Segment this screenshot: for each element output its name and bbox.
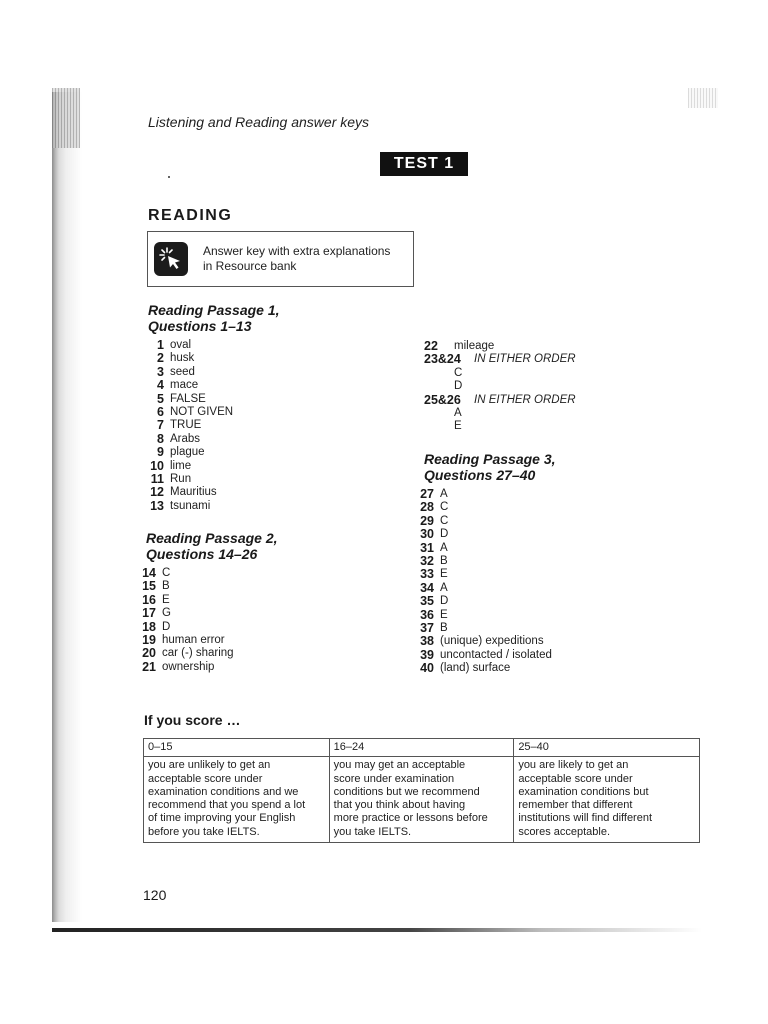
score-range-high: 25–40 (514, 739, 700, 757)
resource-bank-text (203, 244, 390, 274)
answer-number: 7 (157, 418, 164, 433)
answer-row (412, 568, 552, 581)
answer-note: IN EITHER ORDER (474, 393, 576, 406)
score-range-mid: 16–24 (329, 739, 514, 757)
answer-row (142, 433, 233, 446)
answer-number: 36 (420, 607, 434, 622)
answer-row (412, 501, 552, 514)
answer-value: tsunami (170, 499, 211, 512)
page-number: 120 (143, 887, 167, 903)
answer-value: husk (170, 352, 195, 365)
cursor-click-icon (154, 242, 188, 276)
answer-number: 19 (142, 632, 156, 647)
answer-value: C (440, 501, 449, 514)
advice-line: institutions will find different (518, 812, 653, 825)
passage-1-answers (142, 339, 233, 513)
answer-number: 23&24 (424, 352, 461, 367)
page-bottom-rule (52, 928, 702, 932)
scan-shadow-left (52, 92, 82, 922)
answer-number: 8 (157, 431, 164, 446)
answer-value: NOT GIVEN (170, 405, 234, 418)
answer-number: 4 (157, 378, 164, 393)
answer-row (142, 406, 233, 419)
answer-value: human error (162, 633, 225, 646)
advice-line: you may get an acceptable (333, 759, 466, 772)
answer-number: 25&26 (424, 392, 461, 407)
answer-row (134, 607, 234, 620)
answer-value: FALSE (170, 392, 206, 405)
answer-number: 3 (157, 364, 164, 379)
answer-number: 31 (420, 540, 434, 555)
answer-row (412, 635, 552, 648)
answer-number: 35 (420, 594, 434, 609)
answer-number: 11 (150, 471, 164, 486)
answer-value: lime (170, 459, 192, 472)
resource-line-1: Answer key with extra explanations (203, 244, 391, 258)
advice-line: recommend that you spend a lot (148, 799, 306, 812)
answer-value: B (440, 621, 448, 634)
answer-row (412, 595, 552, 608)
answer-value: A (440, 581, 448, 594)
score-table (143, 738, 700, 843)
answer-row (142, 460, 233, 473)
answer-value: uncontacted / isolated (440, 648, 552, 661)
answer-value: oval (170, 339, 192, 351)
advice-line: of time improving your English (148, 812, 296, 825)
answer-value: D (440, 528, 449, 541)
advice-line: conditions but we recommend (333, 785, 480, 798)
passage-3-heading (424, 451, 556, 483)
answer-row (142, 339, 233, 352)
answer-row (412, 515, 552, 528)
answer-number: 17 (142, 606, 156, 621)
passage-3-heading-line2: Questions 27–40 (424, 467, 536, 483)
answer-row (424, 420, 576, 433)
advice-line: more practice or lessons before (333, 812, 488, 825)
answer-row (412, 488, 552, 501)
answer-row (424, 367, 576, 380)
answer-row (424, 353, 576, 366)
answer-row (142, 352, 233, 365)
answer-number: 20 (142, 646, 156, 661)
answer-value: B (440, 554, 448, 567)
score-advice-high (514, 757, 700, 843)
answer-value: E (440, 608, 448, 621)
answer-number: 12 (150, 485, 164, 500)
score-range-low: 0–15 (144, 739, 330, 757)
answer-row (412, 609, 552, 622)
passage-3-heading-line1: Reading Passage 3, (424, 451, 556, 467)
answer-value: seed (170, 365, 195, 378)
answer-row (142, 446, 233, 459)
advice-line: examination conditions but (518, 785, 649, 798)
answer-number: 14 (142, 566, 156, 580)
answer-value: mileage (454, 340, 495, 352)
answer-row (142, 366, 233, 379)
answer-row (424, 394, 576, 407)
advice-line: remember that different (518, 799, 633, 812)
answer-number: 39 (420, 647, 434, 662)
advice-line: acceptable score under (148, 772, 263, 785)
answer-row (424, 407, 576, 420)
answer-number: 22 (424, 339, 438, 353)
scan-noise-left (52, 88, 80, 148)
answer-value: (unique) expeditions (440, 635, 544, 648)
page-header-title: Listening and Reading answer keys (148, 114, 370, 130)
answer-row (134, 567, 234, 580)
answer-value: ownership (162, 660, 215, 673)
resource-line-2: in Resource bank (203, 259, 297, 273)
answer-number: 37 (420, 620, 434, 635)
answer-value: TRUE (170, 419, 202, 432)
answer-row (412, 622, 552, 635)
answer-number: 21 (142, 659, 156, 674)
passage-1-heading (148, 302, 280, 334)
answer-number: 28 (420, 500, 434, 515)
answer-row (412, 542, 552, 555)
answer-number: 27 (420, 487, 434, 501)
advice-line: examination conditions and we (148, 785, 299, 798)
answer-row (134, 621, 234, 634)
answer-number: 16 (142, 592, 156, 607)
answer-row (142, 393, 233, 406)
answer-row (142, 486, 233, 499)
answer-value: C (440, 514, 449, 527)
answer-value: G (162, 607, 171, 620)
answer-value: B (162, 580, 170, 593)
answer-number: 15 (142, 579, 156, 594)
advice-line: before you take IELTS. (148, 825, 260, 838)
answer-value: C (162, 567, 171, 579)
answer-number: 30 (420, 527, 434, 542)
answer-value: plague (170, 446, 205, 459)
passage-1-heading-line1: Reading Passage 1, (148, 302, 280, 318)
passage-3-answers (412, 488, 552, 675)
answer-number: 2 (157, 351, 164, 366)
passage-2-heading-line1: Reading Passage 2, (146, 530, 278, 546)
section-title: READING (148, 207, 233, 224)
answer-number: 29 (420, 513, 434, 528)
answer-row (142, 500, 233, 513)
advice-line: that you think about having (333, 799, 466, 812)
advice-line: you are unlikely to get an (148, 759, 271, 772)
answer-value: E (162, 593, 170, 606)
advice-line: acceptable score under (518, 772, 633, 785)
scan-speck (168, 176, 170, 178)
answer-number: 13 (150, 498, 164, 513)
answer-row (134, 647, 234, 660)
answer-number: 1 (157, 338, 164, 352)
answer-value: C (454, 366, 463, 379)
answer-number: 10 (150, 458, 164, 473)
answer-row (134, 580, 234, 593)
answer-value: Arabs (170, 432, 201, 445)
answer-row (412, 649, 552, 662)
answer-row (424, 340, 576, 353)
score-range-row (144, 739, 700, 757)
passage-1-heading-line2: Questions 1–13 (148, 318, 252, 334)
score-advice-row (144, 757, 700, 843)
answer-row (412, 662, 552, 675)
answer-row (412, 528, 552, 541)
test-badge: TEST 1 (380, 152, 468, 176)
answer-value: (land) surface (440, 662, 511, 675)
passage-2-answers (134, 567, 234, 674)
answer-row (142, 473, 233, 486)
answer-value: A (454, 406, 462, 419)
answer-number: 32 (420, 553, 434, 568)
answer-number: 34 (420, 580, 434, 595)
answer-row (134, 661, 234, 674)
answer-row (412, 555, 552, 568)
answer-value: mace (170, 379, 199, 392)
answer-number: 33 (420, 567, 434, 582)
answer-value: D (440, 595, 449, 608)
score-advice-low (144, 757, 330, 843)
answer-number: 6 (157, 404, 164, 419)
scan-noise-right (688, 88, 718, 108)
advice-line: you take IELTS. (333, 825, 412, 838)
answer-row (142, 379, 233, 392)
passage-2-answers-continued (424, 340, 576, 434)
answer-number: 40 (420, 661, 434, 676)
answer-value: Mauritius (170, 486, 217, 499)
answer-row (134, 594, 234, 607)
answer-number: 9 (157, 445, 164, 460)
answer-value: E (454, 420, 462, 433)
answer-row (134, 634, 234, 647)
answer-row (412, 582, 552, 595)
answer-number: 5 (157, 391, 164, 406)
answer-value: D (454, 380, 463, 393)
answer-row (142, 419, 233, 432)
answer-value: car (-) sharing (162, 647, 234, 660)
answer-value: D (162, 620, 171, 633)
passage-2-heading (146, 530, 278, 562)
advice-line: you are likely to get an (518, 759, 629, 772)
passage-2-heading-line2: Questions 14–26 (146, 546, 258, 562)
answer-value: Run (170, 472, 192, 485)
answer-number: 18 (142, 619, 156, 634)
answer-value: A (440, 488, 448, 500)
answer-value: E (440, 568, 448, 581)
resource-bank-box (147, 231, 414, 287)
answer-note: IN EITHER ORDER (474, 353, 576, 366)
answer-number: 38 (420, 634, 434, 649)
answer-row (424, 380, 576, 393)
score-heading: If you score … (144, 712, 241, 728)
advice-line: score under examination (333, 772, 455, 785)
answer-value: A (440, 541, 448, 554)
score-advice-mid (329, 757, 514, 843)
advice-line: scores acceptable. (518, 825, 611, 838)
